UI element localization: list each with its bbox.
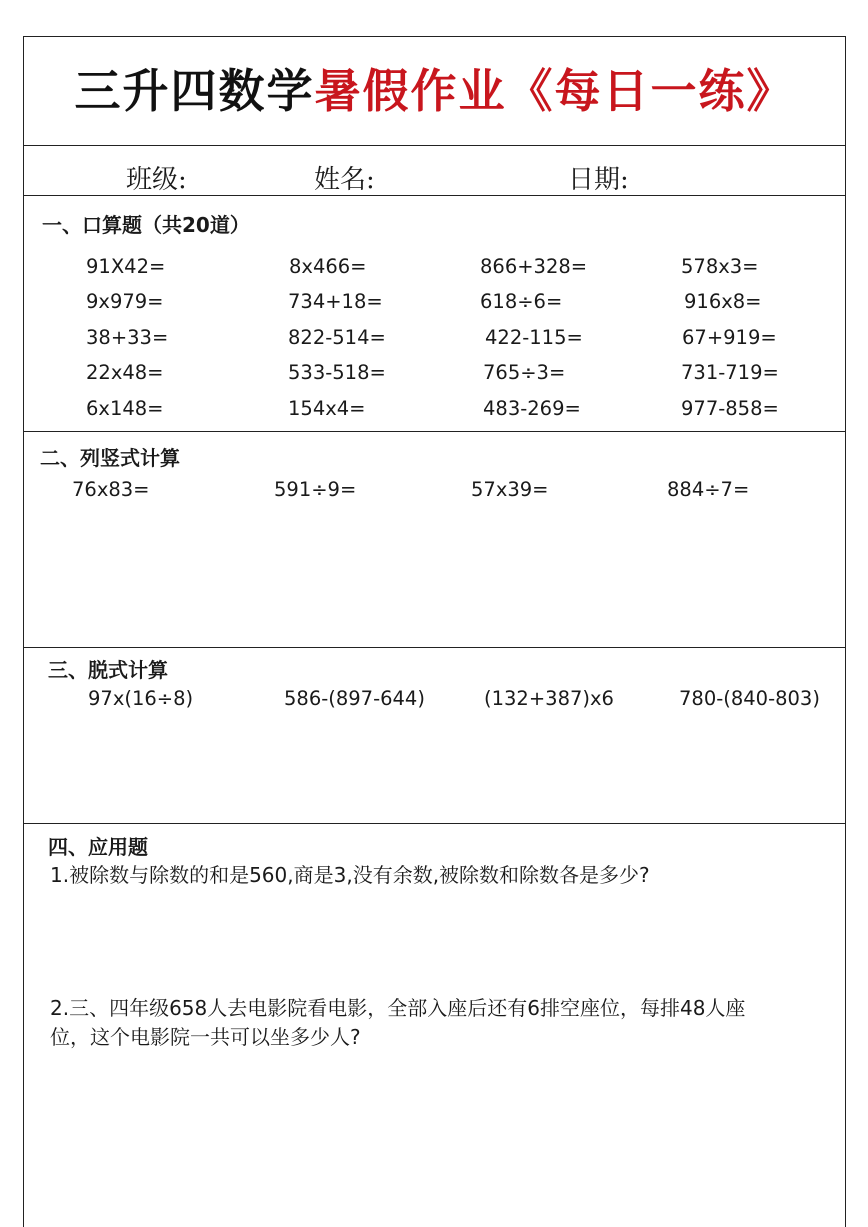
divider: [24, 823, 845, 824]
worksheet-title: [24, 55, 845, 121]
problem: 618÷6=: [480, 290, 563, 313]
problem: 734+18=: [288, 290, 383, 313]
name-label: 姓名:: [314, 165, 375, 195]
step-calc-problem: 97x(16÷8): [88, 687, 194, 710]
problem: 765÷3=: [483, 361, 566, 384]
date-label: 日期:: [568, 165, 629, 195]
problem: 731-719=: [681, 361, 779, 384]
section4-title: 四、应用题: [48, 835, 148, 859]
vertical-calc-problem: 76x83=: [72, 478, 150, 501]
vertical-calc-problem: 57x39=: [471, 478, 549, 501]
problem: 422-115=: [485, 326, 583, 349]
divider: [24, 145, 845, 146]
section2-title: 二、列竖式计算: [40, 446, 180, 470]
problem: 91X42=: [86, 255, 166, 278]
step-calc-problem: 586-(897-644): [284, 687, 425, 710]
title-highlight: 暑假作业《每日一练》: [314, 64, 795, 118]
section3-title: 三、脱式计算: [48, 658, 168, 682]
divider: [24, 431, 845, 432]
vertical-calc-problem: 591÷9=: [274, 478, 357, 501]
problem: 22x48=: [86, 361, 164, 384]
problem: 578x3=: [681, 255, 759, 278]
problem: 977-858=: [681, 397, 779, 420]
divider: [24, 195, 845, 196]
vertical-calc-problem: 884÷7=: [667, 478, 750, 501]
problem: 483-269=: [483, 397, 581, 420]
step-calc-problem: (132+387)x6: [484, 687, 614, 710]
problem: 6x148=: [86, 397, 164, 420]
problem: 154x4=: [288, 397, 366, 420]
problem: 866+328=: [480, 255, 588, 278]
problem: 916x8=: [684, 290, 762, 313]
problem: 822-514=: [288, 326, 386, 349]
word-problem-1: 1.被除数与除数的和是560,商是3,没有余数,被除数和除数各是多少?: [50, 863, 650, 887]
divider: [24, 647, 845, 648]
problem: 9x979=: [86, 290, 164, 313]
step-calc-problem: 780-(840-803): [679, 687, 820, 710]
problem: 67+919=: [682, 326, 777, 349]
section1-title: 一、口算题（共20道）: [42, 213, 250, 237]
problem: 8x466=: [289, 255, 367, 278]
word-problem-2-line1: 2.三、四年级658人去电影院看电影，全部入座后还有6排空座位，每排48人座: [50, 996, 746, 1020]
problem: 533-518=: [288, 361, 386, 384]
problem: 38+33=: [86, 326, 169, 349]
word-problem-2-line2: 位，这个电影院一共可以坐多少人?: [50, 1025, 361, 1049]
class-label: 班级:: [126, 165, 187, 195]
worksheet: [23, 36, 846, 1227]
title-main: 三升四数学: [74, 64, 315, 118]
